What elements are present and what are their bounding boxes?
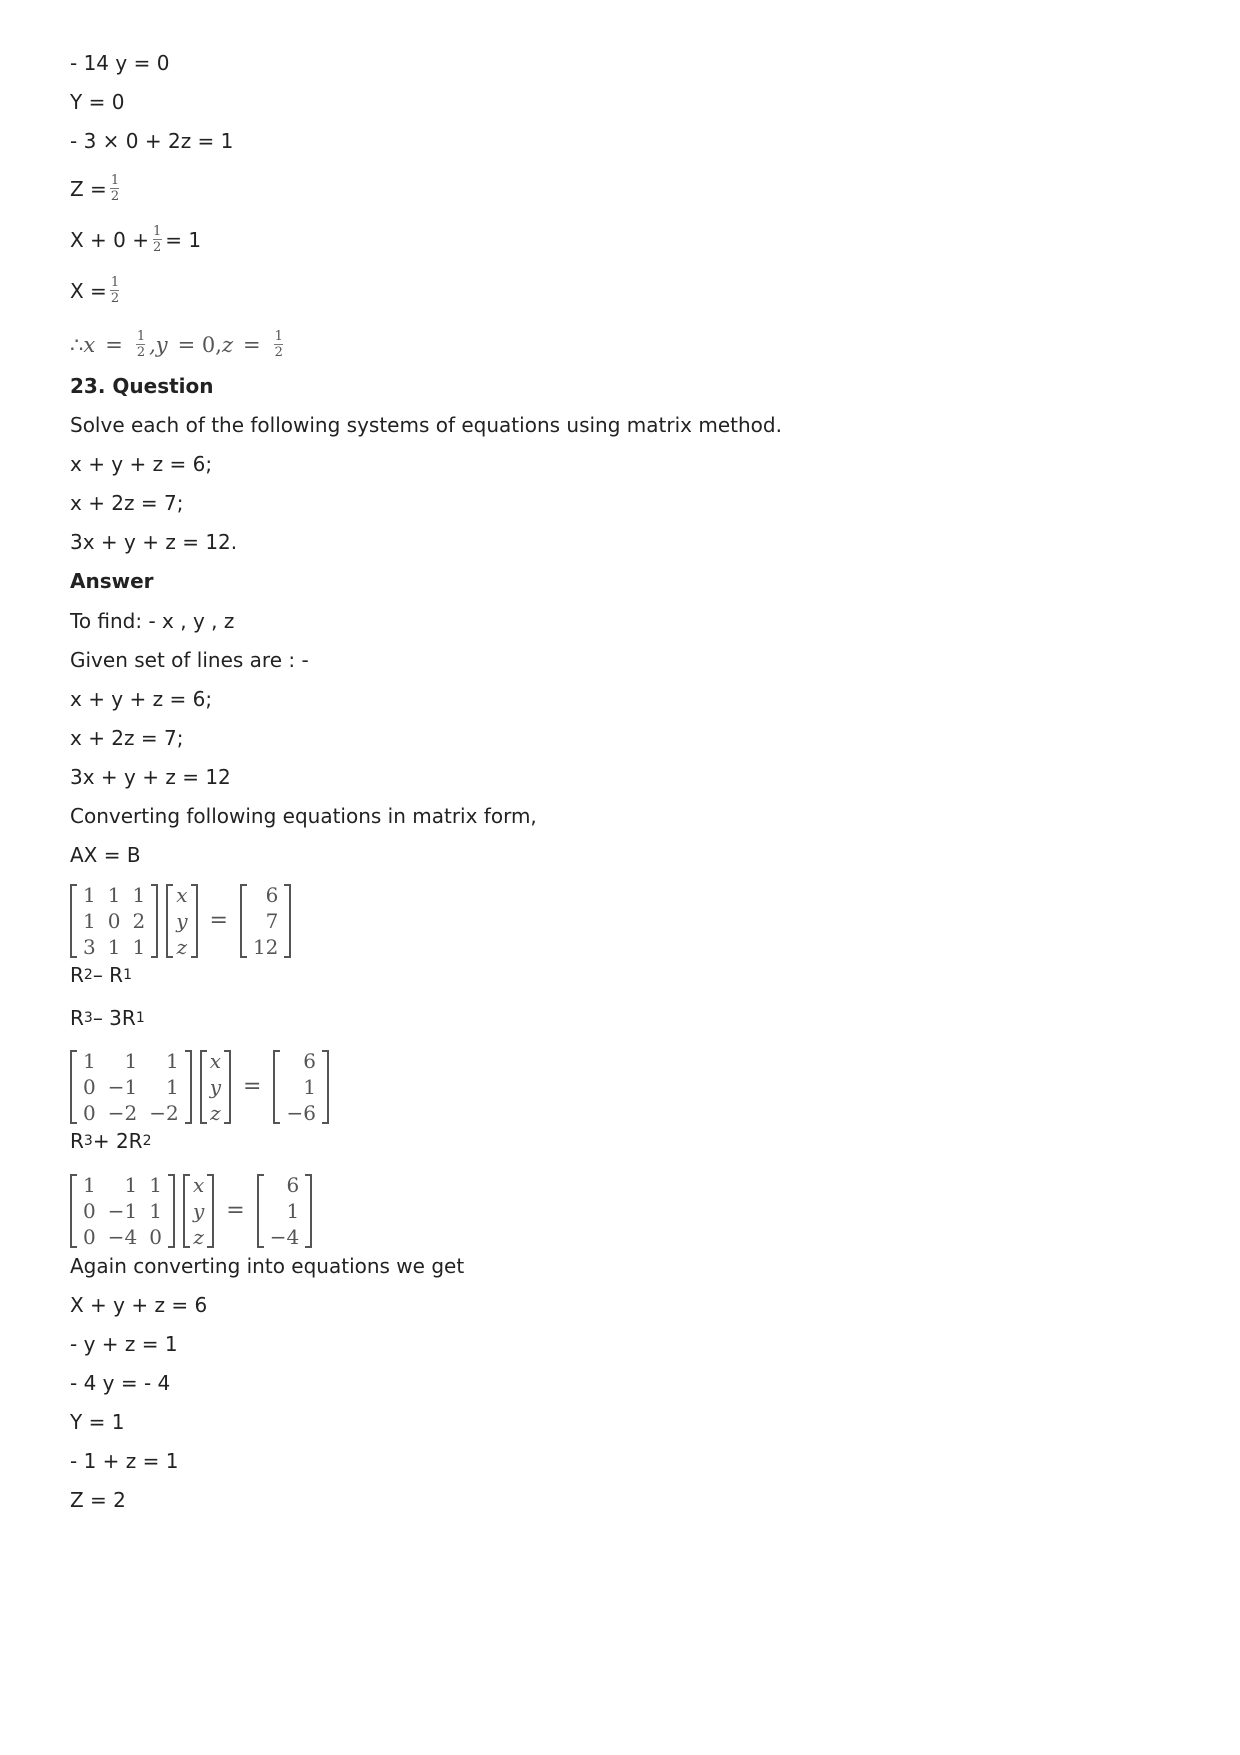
matrix-cell: −1 (107, 1075, 138, 1099)
solution-line (70, 330, 287, 359)
variable-vector (200, 1048, 231, 1126)
text-line (70, 1448, 178, 1474)
equation-text: 3x + y + z = 12. (70, 530, 238, 554)
matrix-cell: 6 (265, 883, 279, 907)
text-line (70, 1409, 124, 1435)
matrix-cell: z (193, 1225, 204, 1249)
fraction-one-half (152, 225, 162, 254)
row-operation (70, 1005, 145, 1031)
text-line (70, 608, 234, 634)
matrix-cell: 1 (83, 883, 96, 907)
matrix-cell: 1 (107, 935, 121, 959)
equals-sign: = (105, 332, 123, 357)
op-text: + 2R (92, 1129, 143, 1153)
text-line (70, 50, 169, 76)
matrix-equation-1 (70, 882, 291, 960)
matrix-cell: 1 (286, 1199, 300, 1223)
constant-vector (257, 1172, 312, 1250)
matrix-cell: y (176, 909, 188, 933)
matrix-cell: 1 (303, 1075, 316, 1099)
matrix-cell: 0 (83, 1075, 96, 1099)
numerator: 1 (274, 329, 283, 344)
matrix-cell: 0 (149, 1225, 162, 1249)
coefficient-matrix (70, 1172, 175, 1250)
text-line (70, 1370, 170, 1396)
matrix-cell: 12 (252, 935, 279, 959)
matrix-cell: 0 (83, 1101, 96, 1125)
op-subscript: 3 (83, 1010, 93, 1026)
denominator: 2 (136, 345, 146, 360)
matrix-cell: 0 (83, 1225, 96, 1249)
equation-text: Z = 2 (70, 1488, 126, 1512)
matrix-cell: −4 (107, 1225, 138, 1249)
body-text: Converting following equations in matrix form, (70, 804, 537, 828)
equation-text: 3x + y + z = 12 (70, 765, 231, 789)
denominator: 2 (110, 189, 120, 204)
text-line (70, 1292, 207, 1318)
variable-vector (183, 1172, 214, 1250)
equals-sign: = (226, 1198, 245, 1223)
body-text: Given set of lines are : - (70, 648, 309, 672)
matrix-cell: 3 (83, 935, 96, 959)
text-line (70, 174, 123, 203)
text-line (70, 725, 183, 751)
equation-text: Z = (70, 176, 107, 201)
matrix-equation-3 (70, 1172, 312, 1250)
op-text: R (70, 1006, 84, 1030)
equation-text: X = (70, 278, 107, 303)
matrix-cell: 6 (286, 1173, 300, 1197)
matrix-cell: 1 (149, 1173, 162, 1197)
numerator: 1 (153, 224, 162, 239)
text-line (70, 1331, 178, 1357)
denominator: 2 (153, 240, 162, 255)
equation-text: Y = 0 (70, 90, 125, 114)
text-line (70, 225, 201, 254)
matrix-cell: 1 (124, 1049, 138, 1073)
matrix-cell: 2 (132, 909, 146, 933)
row-operation (70, 962, 132, 988)
equation-text: X + 0 + (70, 227, 150, 252)
op-text: – 3R (92, 1006, 136, 1030)
matrix-cell: 1 (83, 1049, 96, 1073)
equation-text: X + y + z = 6 (70, 1293, 208, 1317)
equation-text: - 14 y = 0 (70, 51, 170, 75)
matrix-cell: 7 (265, 909, 279, 933)
coefficient-matrix (70, 882, 158, 960)
question-heading (70, 373, 214, 399)
equation-text: x + 2z = 7; (70, 726, 184, 750)
question-prompt (70, 412, 782, 438)
matrix-cell: y (192, 1199, 205, 1223)
matrix-cell: x (176, 883, 188, 907)
fraction-one-half (136, 330, 146, 359)
matrix-cell: 0 (107, 909, 121, 933)
matrix-cell: y (209, 1075, 222, 1099)
equation-text: x + y + z = 6; (70, 687, 213, 711)
equation-text: x + y + z = 6; (70, 452, 213, 476)
denominator: 2 (274, 345, 283, 360)
text-line (70, 89, 124, 115)
var-y: ,y (149, 332, 168, 357)
prompt-text: Solve each of the following systems of equations using matrix method. (70, 413, 782, 437)
text-line (70, 842, 141, 868)
body-text: Again converting into equations we get (70, 1254, 465, 1278)
matrix-cell: −6 (286, 1101, 316, 1125)
answer-heading (70, 568, 154, 594)
matrix-cell: 0 (83, 1199, 96, 1223)
equation-text: x + 2z = 7; (70, 491, 184, 515)
var-x: x (83, 332, 96, 357)
matrix-cell: −1 (107, 1199, 138, 1223)
text-line (70, 490, 183, 516)
op-subscript: 1 (123, 967, 133, 983)
op-subscript: 2 (83, 967, 93, 983)
y-value: = 0, (177, 332, 222, 357)
op-subscript: 3 (83, 1133, 93, 1149)
heading-text: 23. Question (70, 374, 214, 398)
body-text: To find: - x , y , z (70, 609, 235, 633)
equation-text: - 4 y = - 4 (70, 1371, 171, 1395)
op-subscript: 2 (142, 1133, 152, 1149)
text-line (70, 529, 237, 555)
matrix-cell: 1 (83, 1173, 96, 1197)
numerator: 1 (136, 329, 146, 344)
text-line (70, 1487, 126, 1513)
text-line (70, 1253, 464, 1279)
matrix-cell: z (210, 1101, 221, 1125)
therefore-symbol: ∴ (70, 332, 84, 357)
op-subscript: 1 (135, 1010, 145, 1026)
matrix-cell: 6 (303, 1049, 316, 1073)
numerator: 1 (110, 275, 120, 290)
matrix-cell: 1 (132, 935, 146, 959)
constant-vector (240, 882, 291, 960)
equals-sign: = (209, 908, 228, 933)
equation-text: - 3 × 0 + 2z = 1 (70, 129, 234, 153)
matrix-cell: 1 (165, 1049, 179, 1073)
matrix-cell: −4 (269, 1225, 300, 1249)
equation-text: AX = B (70, 843, 141, 867)
matrix-cell: 1 (132, 883, 146, 907)
row-operation (70, 1128, 152, 1154)
text-line (70, 276, 123, 305)
matrix-cell: 1 (149, 1199, 162, 1223)
op-text: – R (92, 963, 124, 987)
matrix-cell: 1 (165, 1075, 179, 1099)
text-line (70, 686, 212, 712)
equals-sign: = (243, 332, 261, 357)
heading-text: Answer (70, 569, 154, 593)
text-line (70, 647, 309, 673)
matrix-cell: x (209, 1049, 221, 1073)
equation-text: Y = 1 (70, 1410, 125, 1434)
denominator: 2 (110, 291, 120, 306)
equation-text: - 1 + z = 1 (70, 1449, 179, 1473)
equation-text: = 1 (165, 227, 202, 252)
matrix-cell: −2 (149, 1101, 179, 1125)
fraction-one-half (274, 330, 284, 359)
matrix-cell: x (192, 1173, 205, 1197)
coefficient-matrix (70, 1048, 192, 1126)
numerator: 1 (110, 173, 120, 188)
matrix-cell: 1 (83, 909, 96, 933)
op-text: R (70, 1129, 84, 1153)
matrix-cell: 1 (107, 883, 121, 907)
matrix-cell: −2 (107, 1101, 138, 1125)
matrix-equation-2 (70, 1048, 329, 1126)
text-line (70, 128, 233, 154)
equation-text: - y + z = 1 (70, 1332, 178, 1356)
fraction-one-half (110, 174, 120, 203)
text-line (70, 764, 231, 790)
fraction-one-half (110, 276, 120, 305)
equals-sign: = (243, 1074, 262, 1099)
matrix-cell: z (176, 935, 188, 959)
op-text: R (70, 963, 84, 987)
var-z: z (221, 332, 234, 357)
variable-vector (166, 882, 197, 960)
constant-vector (273, 1048, 328, 1126)
text-line (70, 803, 537, 829)
text-line (70, 451, 212, 477)
matrix-cell: 1 (124, 1173, 138, 1197)
